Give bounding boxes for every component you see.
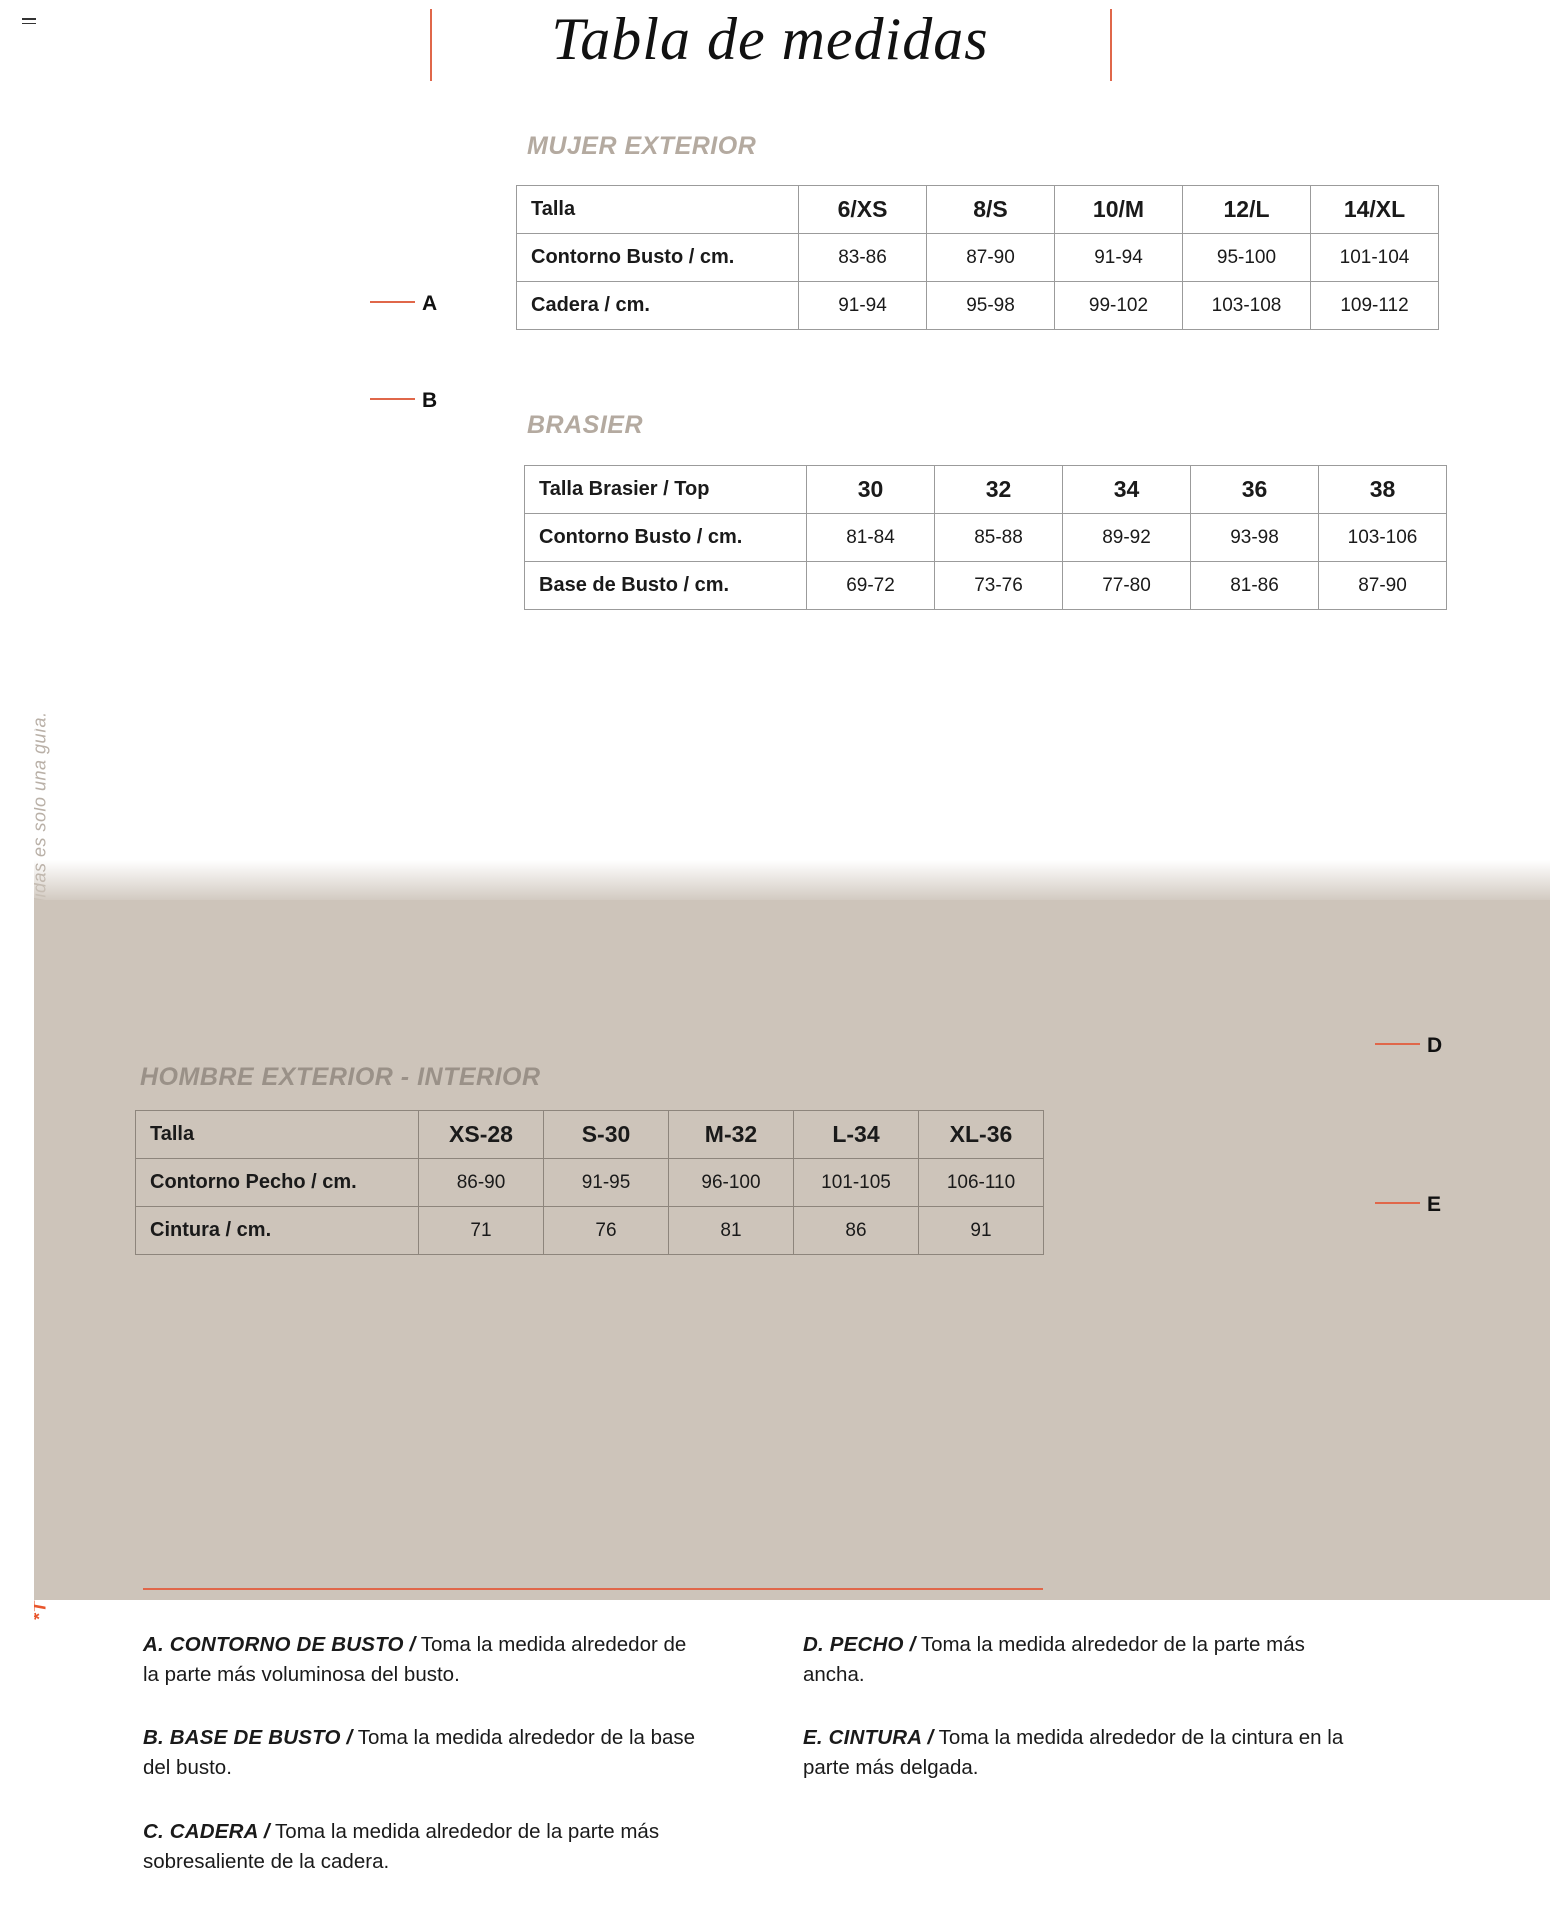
cell-value: 81 <box>669 1207 794 1255</box>
legend-column-right <box>803 1630 1363 1910</box>
table-row <box>517 234 1439 282</box>
legend-term: E. CINTURA / <box>803 1726 934 1750</box>
cell-value: 91-94 <box>799 282 927 330</box>
title-rule-right <box>1110 9 1112 81</box>
cell-value: 87-90 <box>1319 562 1447 610</box>
callout-label: A <box>422 292 438 315</box>
cell-value: 73-76 <box>935 562 1063 610</box>
cell-value: 81-84 <box>807 514 935 562</box>
legend-item <box>143 1630 703 1689</box>
cell-value: 109-112 <box>1311 282 1439 330</box>
cell-header: 6/XS <box>799 186 927 234</box>
cell-value: 69-72 <box>807 562 935 610</box>
cell-header: 8/S <box>927 186 1055 234</box>
callout-label: E <box>1427 1193 1442 1216</box>
table-row <box>525 514 1447 562</box>
cell-value: 91 <box>919 1207 1044 1255</box>
cell-value: 95-98 <box>927 282 1055 330</box>
cell-value: 85-88 <box>935 514 1063 562</box>
cell-value: 103-106 <box>1319 514 1447 562</box>
cell-header: S-30 <box>544 1111 669 1159</box>
cell-value: 101-104 <box>1311 234 1439 282</box>
table-row <box>136 1207 1044 1255</box>
section-heading-brasier: BRASIER <box>527 411 644 439</box>
legend-item <box>143 1817 703 1876</box>
cell-value: 89-92 <box>1063 514 1191 562</box>
table-row <box>517 186 1439 234</box>
cell-value: 99-102 <box>1055 282 1183 330</box>
legend-item <box>143 1723 703 1782</box>
cell-header: 32 <box>935 466 1063 514</box>
legend-item <box>803 1723 1363 1782</box>
section-heading-hombre: HOMBRE EXTERIOR - INTERIOR <box>140 1063 541 1091</box>
legend-text: Toma la medida alrededor de la cintura en la parte más delgada. <box>803 1726 1344 1780</box>
callout-line <box>1375 1043 1420 1045</box>
callout-line <box>1375 1202 1420 1204</box>
left-rail <box>0 0 34 1871</box>
cell-value: 76 <box>544 1207 669 1255</box>
cell-header: Contorno Pecho / cm. <box>136 1159 419 1207</box>
cell-header: 12/L <box>1183 186 1311 234</box>
cell-value: 96-100 <box>669 1159 794 1207</box>
cell-value: 77-80 <box>1063 562 1191 610</box>
cell-value: 71 <box>419 1207 544 1255</box>
table-row <box>525 466 1447 514</box>
legend-divider <box>143 1588 1043 1590</box>
cell-header: 38 <box>1319 466 1447 514</box>
callout-label: D <box>1427 1034 1443 1057</box>
cell-value: 91-95 <box>544 1159 669 1207</box>
legend-term: A. CONTORNO DE BUSTO / <box>143 1633 416 1656</box>
cell-value: 81-86 <box>1191 562 1319 610</box>
legend-text: Toma la medida alrededor de la parte más voluminosa del busto. <box>143 1633 687 1686</box>
cell-value: 91-94 <box>1055 234 1183 282</box>
cell-header: Talla Brasier / Top <box>525 466 807 514</box>
cell-header: 34 <box>1063 466 1191 514</box>
table-row <box>136 1111 1044 1159</box>
table-row <box>517 282 1439 330</box>
cell-value: 95-100 <box>1183 234 1311 282</box>
cell-value: 86-90 <box>419 1159 544 1207</box>
cell-value: 101-105 <box>794 1159 919 1207</box>
cell-value: 87-90 <box>927 234 1055 282</box>
cell-header: Talla <box>517 186 799 234</box>
cell-header: Cintura / cm. <box>136 1207 419 1255</box>
legend-term: D. PECHO / <box>803 1633 916 1656</box>
cell-header: 30 <box>807 466 935 514</box>
legend-text: Toma la medida alrededor de la base del busto. <box>143 1726 696 1780</box>
legend-item <box>803 1630 1363 1689</box>
hamburger-icon[interactable] <box>22 18 36 28</box>
table-mujer-exterior <box>516 185 1439 330</box>
cell-header: Base de Busto / cm. <box>525 562 807 610</box>
cell-header: Cadera / cm. <box>517 282 799 330</box>
cell-header: Contorno Busto / cm. <box>525 514 807 562</box>
page-title: Tabla de medidas <box>551 6 989 72</box>
table-hombre <box>135 1110 1044 1255</box>
legend-term: C. CADERA / <box>143 1819 270 1843</box>
cell-header: 10/M <box>1055 186 1183 234</box>
section-heading-mujer: MUJER EXTERIOR <box>527 132 757 160</box>
table-row <box>136 1159 1044 1207</box>
cell-header: M-32 <box>669 1111 794 1159</box>
legend-term: B. BASE DE BUSTO / <box>143 1726 353 1750</box>
legend <box>143 1630 1443 1910</box>
cell-header: L-34 <box>794 1111 919 1159</box>
beige-panel-fade <box>0 860 1550 905</box>
cell-value: 86 <box>794 1207 919 1255</box>
cell-value: 93-98 <box>1191 514 1319 562</box>
cell-header: 14/XL <box>1311 186 1439 234</box>
page-title-block <box>430 5 1130 90</box>
cell-value: 106-110 <box>919 1159 1044 1207</box>
cell-value: 103-108 <box>1183 282 1311 330</box>
table-row <box>525 562 1447 610</box>
cell-header: 36 <box>1191 466 1319 514</box>
legend-text: Toma la medida alrededor de la parte más ancha. <box>803 1633 1305 1686</box>
cell-header: XS-28 <box>419 1111 544 1159</box>
legend-text: Toma la medida alrededor de la parte más sobresaliente de la cadera. <box>143 1819 660 1873</box>
callout-label: B <box>422 389 438 412</box>
table-brasier <box>524 465 1447 610</box>
cell-header: Talla <box>136 1111 419 1159</box>
callout-line <box>370 398 415 400</box>
legend-column-left <box>143 1630 703 1910</box>
callout-line <box>370 301 415 303</box>
cell-header: Contorno Busto / cm. <box>517 234 799 282</box>
cell-value: 83-86 <box>799 234 927 282</box>
cell-header: XL-36 <box>919 1111 1044 1159</box>
